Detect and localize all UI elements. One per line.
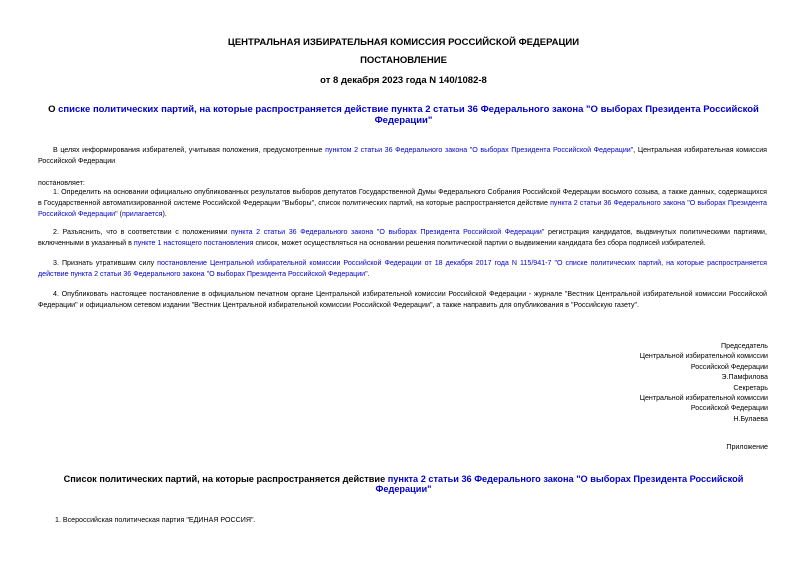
preamble-text-1: В целях информирования избирателей, учитывая положения, предусмотренные xyxy=(53,146,326,154)
item-3-text-2: . xyxy=(367,270,370,278)
document-subject xyxy=(36,104,771,126)
signature-chair-title: Председатель xyxy=(721,342,768,350)
item-2-clause-link[interactable]: пункте 1 настоящего постановления xyxy=(133,239,254,247)
signature-chair-org: Центральной избирательной комиссии xyxy=(639,352,768,361)
item-3-resolution-link[interactable]: постановление Центральной избирательной комиссии Российской Федерации от 18 декабря 2017 года N 115/941-7 "О списке политических партий, на которые распространяется действие пункта 2 статьи 36 Федерального закона "О выборах Президента Российской Федерации" xyxy=(38,259,767,278)
item-4-paragraph xyxy=(38,289,767,311)
appendix-title-link[interactable]: пункта 2 статьи 36 Федерального закона "О выборах Президента Российской Федерации" xyxy=(375,474,744,494)
item-2-text-1: 2. Разъяснить, что в соответствии с положениями xyxy=(53,228,231,236)
appendix-title-text: Список политических партий, на которые распространяется действие xyxy=(63,474,388,484)
item-2-text-3: список, может осуществляться на основании решения политической партии о выдвижении кандидата без сбора подписей избирателей. xyxy=(253,239,706,247)
item-1-appendix-link[interactable]: прилагается xyxy=(122,210,163,218)
signature-chair-country: Российской Федерации xyxy=(690,362,768,371)
item-2-text-2: регистрация кандидатов, выдвинутых политическими партиями, включенными в указанный в xyxy=(38,228,767,247)
preamble-paragraph xyxy=(38,145,767,167)
item-1-text-3: ). xyxy=(162,210,167,218)
item-1-law-link[interactable]: пункта 2 статьи 36 Федерального закона "О выборах Президента Российской Федерации" xyxy=(38,199,767,218)
item-3-paragraph xyxy=(38,258,767,280)
signature-secretary-country: Российской Федерации xyxy=(690,404,768,413)
party-list-item: 1. Всероссийская политическая партия "ЕДИНАЯ РОССИЯ". xyxy=(55,516,256,524)
preamble-law-link[interactable]: пунктом 2 статьи 36 Федерального закона "О выборах Президента Российской Федерации" xyxy=(325,146,634,154)
signature-chair-name: Э.Памфилова xyxy=(721,373,768,382)
item-2-law-link[interactable]: пункта 2 статьи 36 Федерального закона "О выборах Президента Российской Федерации" xyxy=(230,228,545,236)
date-number-heading: от 8 декабря 2023 года N 140/1082-8 xyxy=(320,75,487,86)
item-1-text-1: 1. Определить на основании официально опубликованных результатов выборов депутатов Государственной Думы Федерального Собрания Российской Федерации восьмого созыва, а также данных, содержащихся в Государственной автоматизированной системе Российской Федерации "Выборы", список политических партий, на которые распространяется действие xyxy=(38,188,767,207)
preamble-text-2: , Центральная избирательная комиссия Российской Федерации xyxy=(38,146,767,165)
issuer-heading: ЦЕНТРАЛЬНАЯ ИЗБИРАТЕЛЬНАЯ КОМИССИЯ РОССИЙСКОЙ ФЕДЕРАЦИИ xyxy=(227,37,580,48)
document-type-heading: ПОСТАНОВЛЕНИЕ xyxy=(360,55,447,66)
item-4-text-1: 4. Опубликовать настоящее постановление в официальном печатном органе Центральной избирательной комиссии Российской Федерации - журнале "Вестник Центральной избирательной комиссии Российской Федерации" и официальном сетевом издании "Вестник Центральной избирательной комиссии Российской Федерации", а также направить для опубликования в "Российскую газету". xyxy=(38,290,767,309)
signature-secretary-title: Секретарь xyxy=(733,383,768,392)
resolves-label: постановляет: xyxy=(38,179,85,187)
item-3-text-1: 3. Признать утратившим силу xyxy=(53,259,158,267)
subject-link[interactable]: списке политических партий, на которые распространяется действие пункта 2 статьи 36 Федерального закона "О выборах Президента Российской Федерации" xyxy=(58,104,759,126)
signature-secretary-name: Н.Булаева xyxy=(733,414,768,423)
appendix-title xyxy=(36,474,771,494)
appendix-label: Приложение xyxy=(726,443,768,451)
item-1-text-2: ( xyxy=(117,210,122,218)
item-1-paragraph xyxy=(38,187,767,220)
signature-secretary-org: Центральной избирательной комиссии xyxy=(639,394,768,403)
subject-prefix: О xyxy=(48,104,59,115)
item-2-paragraph xyxy=(38,227,767,249)
signature-block xyxy=(468,341,768,424)
